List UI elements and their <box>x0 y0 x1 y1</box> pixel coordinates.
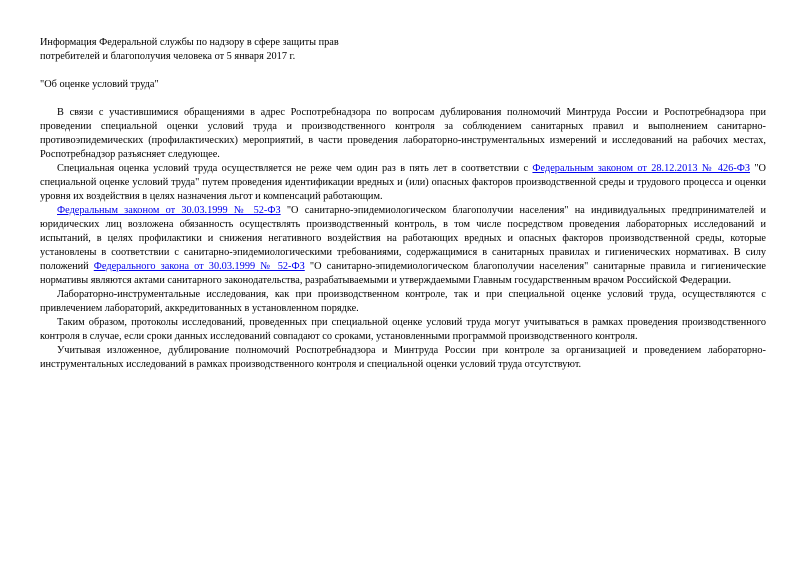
document-body <box>40 36 766 372</box>
paragraph-6: Учитывая изложенное, дублирование полномочий Роспотребнадзора и Минтруда России при контроле за организацией и проведением лабораторно-инструментальных исследований в рамках производственного контроля и специальной оценки условий труда отсутствуют. <box>40 345 766 370</box>
law-426-fz-link[interactable]: Федеральным законом от 28.12.2013 № 426-ФЗ <box>532 163 750 174</box>
paragraph-2-text-end: "О специальной оценке условий труда" путем проведения идентификации вредных и (или) опасных факторов производственной среды и трудового процесса и оценки уровня их воздействия в целях назначения льгот и компенсаций работающим. <box>40 163 766 202</box>
paragraph-2 <box>40 162 766 204</box>
header-line-1: Информация Федеральной службы по надзору в сфере защиты прав <box>40 37 339 48</box>
paragraph-3-text-end: "О санитарно-эпидемиологическом благополучии населения" санитарные правила и гигиенические нормативы являются актами санитарного законодательства, разрабатываемыми и утверждаемыми Главным государственным врачом Российской Федерации. <box>40 261 766 286</box>
paragraph-3 <box>40 204 766 288</box>
paragraph-1: В связи с участившимися обращениями в адрес Роспотребнадзора по вопросам дублирования полномочий Минтруда России и Роспотребнадзора при проведении специальной оценки условий труда и производственного контроля за соблюдением санитарных правил и выполнением санитарно-противоэпидемических (профилактических) мероприятий, в части проведения лабораторно-инструментальных измерений и исследований на рабочих местах, Роспотребнадзор разъясняет следующее. <box>40 107 766 160</box>
paragraph-4: Лабораторно-инструментальные исследования, как при производственном контроле, так и при специальной оценке условий труда, осуществляются с привлечением лабораторий, аккредитованных в установленном порядке. <box>40 289 766 314</box>
paragraph-5: Таким образом, протоколы исследований, проведенных при специальной оценке условий труда могут учитываться в рамках проведения производственного контроля в случае, если сроки данных исследований совпадают со сроками, установленными программой производственного контроля. <box>40 317 766 342</box>
header-line-2: потребителей и благополучия человека от 5 января 2017 г. <box>40 51 296 62</box>
paragraph-3-text-middle: "О санитарно-эпидемиологическом благополучии населения" на индивидуальных предпринимателей и юридических лиц возложена обязанность осуществлять производственный контроль, в том числе посредством проведения лабораторных исследований и испытаний, в целях профилактики и снижения негативного воздействия на работающих вредных и опасных факторов производственной среды, которые установлены в соответствии с санитарно-эпидемиологическими требованиями, содержащимися в санитарных правилах и гигиенических нормативах. В силу положений <box>40 205 766 272</box>
law-52-fz-link-2[interactable]: Федерального закона от 30.03.1999 № 52-ФЗ <box>93 261 305 272</box>
document-title: "Об оценке условий труда" <box>40 79 159 90</box>
document-header <box>40 36 766 64</box>
paragraph-2-text-start: Специальная оценка условий труда осуществляется не реже чем один раз в пять лет в соответствии с <box>57 163 533 174</box>
law-52-fz-link-1[interactable]: Федеральным законом от 30.03.1999 № 52-ФЗ <box>57 205 281 216</box>
